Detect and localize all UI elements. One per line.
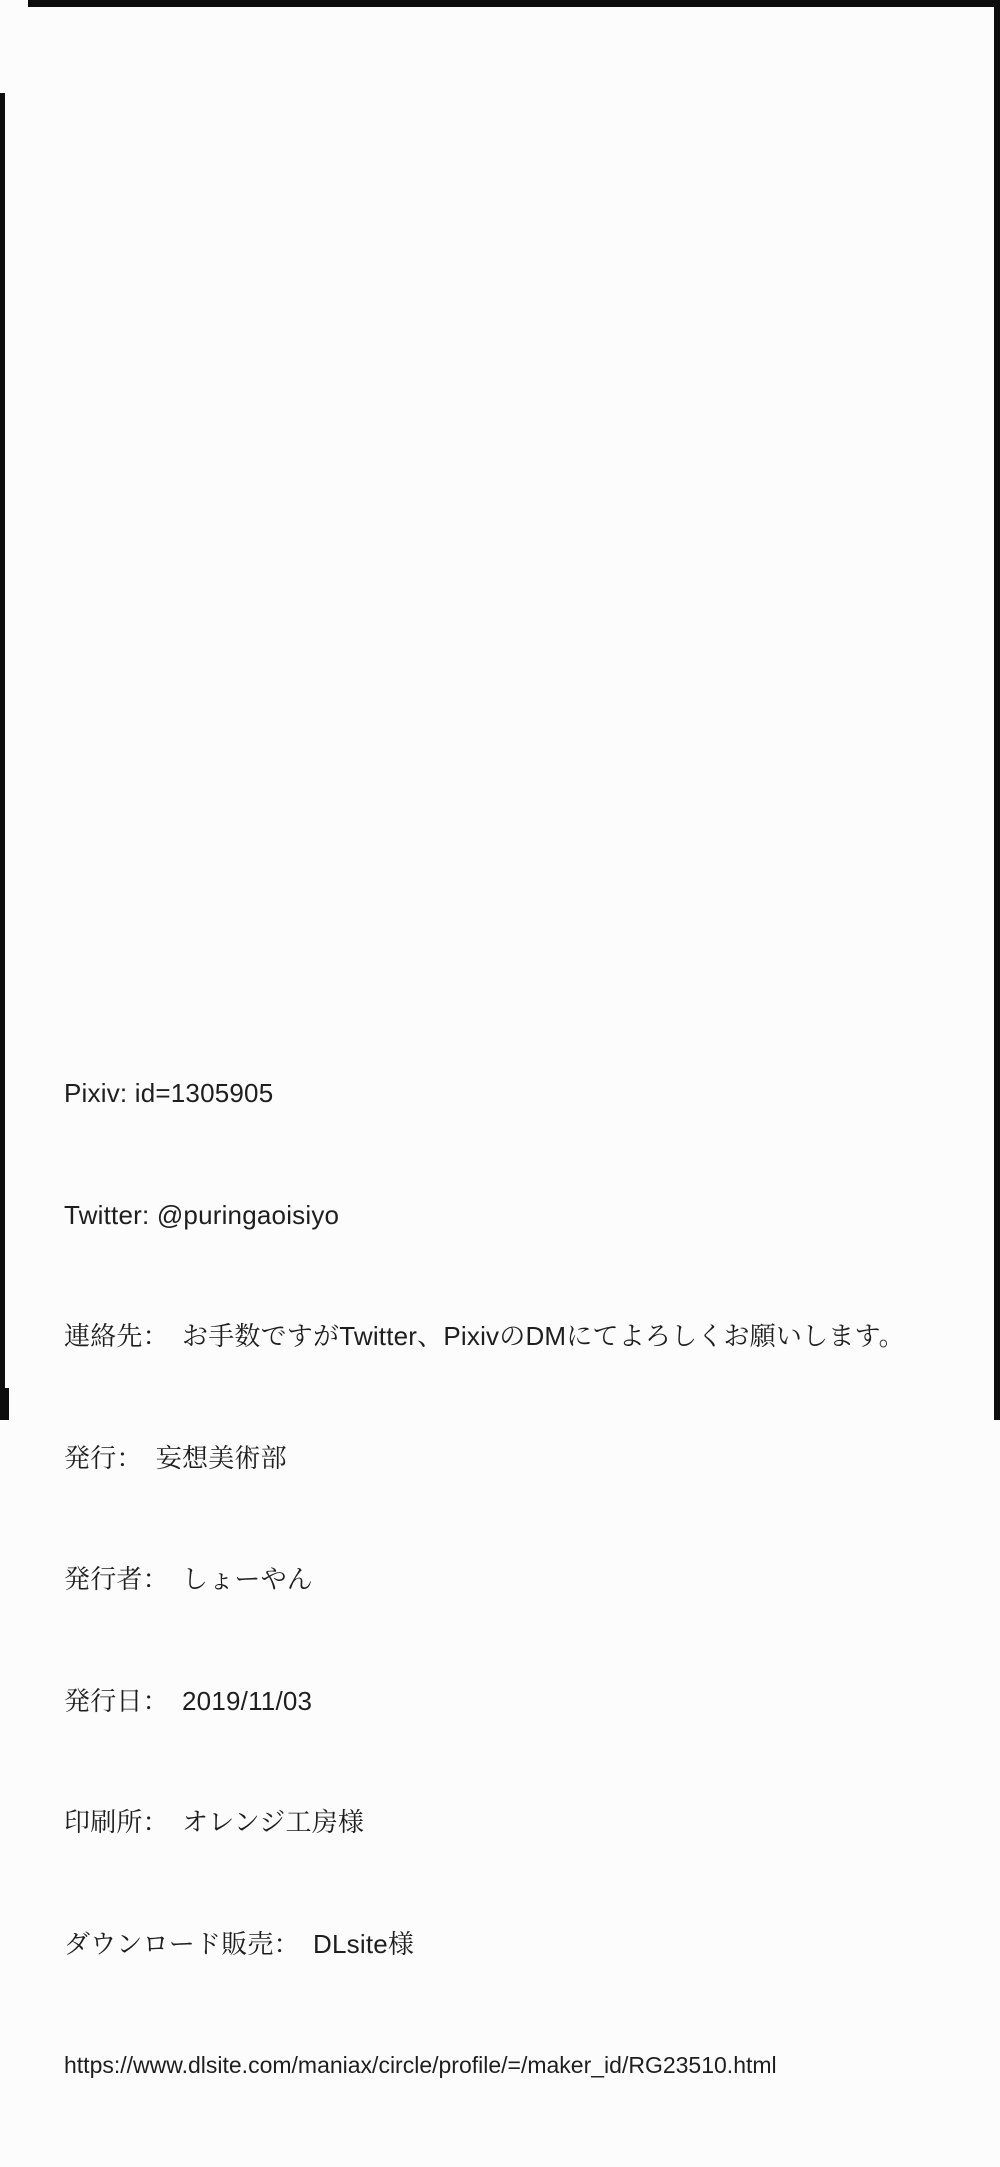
scan-edge-top [28, 0, 1000, 7]
author-line: 発行者： しょーやん [64, 1564, 314, 1594]
scan-edge-right [994, 0, 1000, 1420]
publisher-circle-line: 発行： 妄想美術部 [64, 1442, 287, 1473]
dlsite-url-line: https://www.dlsite.com/maniax/circle/profile/=/maker_id/RG23510.html [64, 2052, 777, 2078]
printer-line: 印刷所： オレンジ工房様 [64, 1807, 365, 1837]
scan-edge-bottom-left-mark [0, 1388, 9, 1420]
twitter-handle-line: Twitter: @puringaoisiyo [64, 1199, 340, 1230]
colophon-block [64, 992, 964, 2167]
pixiv-id-line: Pixiv: id=1305905 [64, 1078, 274, 1108]
scan-edge-left [0, 93, 5, 1420]
contact-info-line: 連絡先： お手数ですがTwitter、PixivのDMにてよろしくお願いします。 [64, 1321, 905, 1351]
download-seller-line: ダウンロード販売： DLsite様 [64, 1928, 415, 1959]
publication-date-line: 発行日： 2019/11/03 [64, 1685, 313, 1716]
